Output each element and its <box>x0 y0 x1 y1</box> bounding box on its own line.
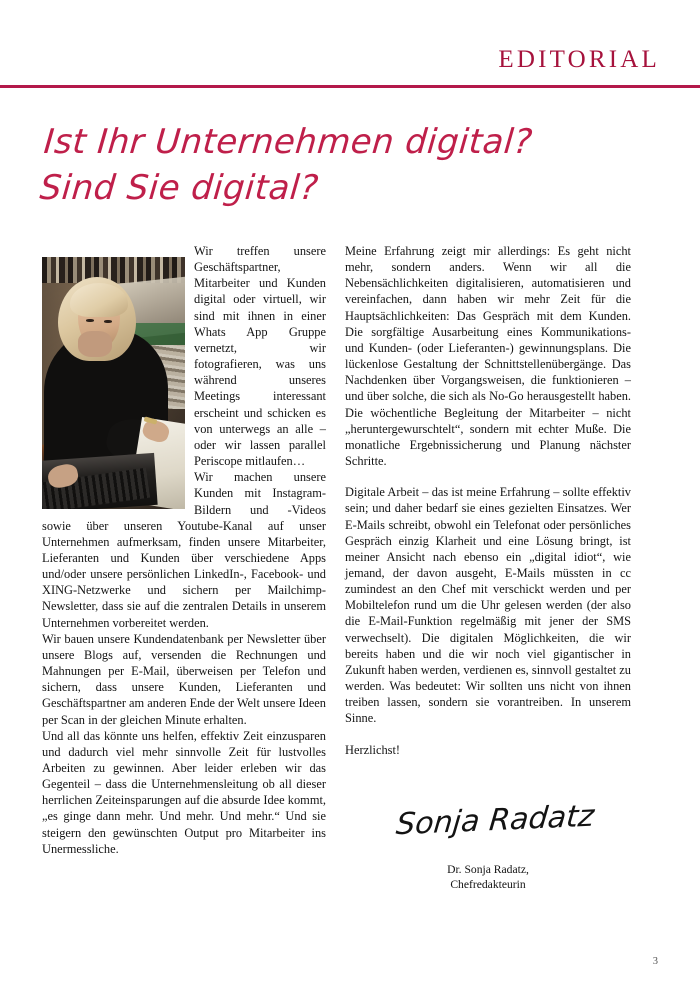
page-title-line-1: Ist Ihr Unternehmen digital? <box>42 122 534 162</box>
person-eye-left <box>86 319 94 322</box>
page-header <box>0 0 700 100</box>
body-paragraph: Wir treffen unsere Geschäftspartner, Mitarbeiter und Kunden digital oder virtuell, wir sind mit ihnen in einer Whats App Gruppe vernetzt, wir fotografieren, was uns während unseres Meetings interessant erscheint und schicken es von unterwegs an alle – oder wir lassen parallel Periscope mitlaufen… <box>194 244 326 469</box>
body-paragraph: Und all das könnte uns helfen, effektiv Zeit einzusparen und dadurch viel mehr sinnvolle Zeit für lustvolles Arbeiten zu gewinnen. Aber leider erleben wir das Gegenteil – dass die Unternehmensleitung ob all dieser herrlichen Zeiteinsparungen auf die absurde Idee kommt, „es ginge dann mehr. Und mehr. Und mehr.“ Und sie steigern den gewünschten Output pro Mitarbeiter ins Unermessliche. <box>42 728 326 856</box>
section-label: EDITORIAL <box>498 46 660 73</box>
signature-block <box>345 798 631 892</box>
author-attribution <box>345 862 631 892</box>
person-fringe <box>70 283 128 317</box>
person-eye-right <box>104 320 112 323</box>
sign-off: Herzlichst! <box>345 742 401 757</box>
person-neck <box>78 331 112 357</box>
body-paragraph: Digitale Arbeit – das ist meine Erfahrung – sollte effektiv sein; und daher bedarf sie eines gezielten Einsatzes. Wer E-Mails schreibt, obwohl ein Telefonat oder persönliches Gespräch einzig Klarheit und eine Lösung bringt, ist meiner Ansicht nach ebenso ein „digital idiot“, wie jemand, der davon ausgeht, E-Mails müssten in cc zumindest an den Chef mit verschickt werden und per Mobiltelefon rund um die Uhr gelesen werden (der also die E-Mail-Funktion regelmäßig mit jener der SMS verwechselt). Die digitalen Möglichkeiten, die wir bereits haben und die wir noch viel gigantischer in Zukunft haben werden, verdienen es, sinnvoll gestaltet zu werden. Was bedeutet: Wir sollten uns nicht von ihnen treiben lassen, sondern sie vorantreiben. In unserem Sinne. <box>345 485 631 726</box>
author-photo <box>42 257 185 509</box>
page-number: 3 <box>652 956 658 967</box>
author-name: Dr. Sonja Radatz, <box>447 863 529 876</box>
header-divider <box>0 85 700 88</box>
body-paragraph: Meine Erfahrung zeigt mir allerdings: Es geht nicht mehr, sondern anders. Wenn wir all die Nebensächlichkeiten digitalisieren, automatisieren und vereinfachen, dann haben wir mehr Zeit für die Hauptsächlichkeiten: Das Gespräch mit dem Kunden. Die sorgfältige Ausarbeitung eines Kommunikations- und Kunden- (oder Lieferanten-) gewinnungsplans. Die lückenlose Gestaltung der Schnittstellenübergänge. Das Nachdenken über Vorgangsweisen, die funktionieren – und über solche, die sich als No-Go herausgestellt haben. Die wöchentliche Begleitung der Mitarbeiter – nicht „heruntergewurschtelt“, sondern mit echter Muße. Die monatliche Ergebnissicherung und Planung nächster Schritte. <box>345 244 631 469</box>
body-column-right <box>345 243 631 773</box>
body-column-left <box>42 243 326 893</box>
body-paragraph: Wir machen unsere Kunden mit Instagram-Bildern und -Videos sowie über unseren Youtube-Kanal auf unser Unternehmen aufmerksam, finden unsere Mitarbeiter, Lieferanten und Kunden über verschiedene Apps und/oder unsere persönlichen LinkedIn-, Facebook- und XING-Netzwerke und sichern per Mailchimp-Newsletter, dass sie auf die zentralen Details in unserem Unternehmen vorbereitet werden. <box>42 470 326 630</box>
handwritten-signature: Sonja Radatz <box>394 798 596 843</box>
page-title <box>38 119 566 211</box>
author-role: Chefredakteurin <box>450 878 526 891</box>
page-title-line-2: Sind Sie digital? <box>38 168 320 208</box>
body-paragraph: Wir bauen unsere Kundendatenbank per Newsletter über unsere Blogs auf, versenden die Rechnungen und Mahnungen per E-Mail, überweisen per Telefon und sichern, dass unsere Kunden, Lieferanten und Geschäftspartner am anderen Ende der Welt unsere Ideen per Scan in der gleichen Minute erhalten. <box>42 631 326 727</box>
